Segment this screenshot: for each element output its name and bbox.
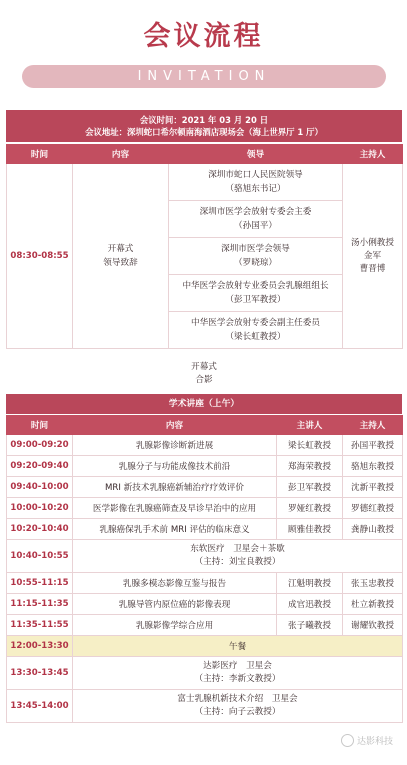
row-content: 乳腺分子与功能成像技术前沿	[73, 456, 277, 477]
row-time: 13:30-13:45	[7, 657, 73, 690]
row-content: 乳腺影像诊断新进展	[73, 435, 277, 456]
lectures-table	[6, 415, 403, 723]
leader-org: 深圳市蛇口人民医院领导	[208, 170, 303, 180]
row-time: 10:55-11:15	[7, 573, 73, 594]
table-row	[7, 498, 403, 519]
watermark-text: 达影科技	[356, 737, 393, 747]
row-time: 10:00-10:20	[7, 498, 73, 519]
section-title: 学术讲座（上午）	[6, 394, 402, 414]
leader-cell	[169, 201, 343, 238]
ceremony-block	[6, 357, 402, 389]
row-host: 杜立新教授	[343, 594, 403, 615]
invitation-banner: INVITATION	[22, 65, 386, 88]
table-row	[7, 164, 403, 201]
row-host: 骆旭东教授	[343, 456, 403, 477]
leader-cell	[169, 164, 343, 201]
row-host: 孙国平教授	[343, 435, 403, 456]
row-speaker: 张子曦教授	[277, 615, 343, 636]
table-row	[7, 690, 403, 723]
table-row	[7, 540, 403, 573]
col-content: 内容	[73, 416, 277, 435]
leader-cell	[169, 238, 343, 275]
leader-org: 深圳市医学会领导	[221, 244, 290, 254]
row-host: 龚静山教授	[343, 519, 403, 540]
table-header	[7, 416, 403, 435]
col-time: 时间	[7, 416, 73, 435]
break-title: 东软医疗 卫星会＋茶歇	[190, 544, 285, 554]
row-content: MRI 新技术乳腺癌新辅治疗疗效评价	[73, 477, 277, 498]
meeting-address: 会议地址：深圳蛇口希尔顿南海酒店现场会（海上世界厅 1 厅）	[85, 127, 323, 137]
leader-org: 中华医学会放射专业委员会乳腺组组长	[182, 281, 329, 291]
leader-cell	[169, 312, 343, 349]
row-content: 乳腺癌保乳手术前 MRI 评估的临床意义	[73, 519, 277, 540]
page-title: 会议流程	[143, 21, 264, 52]
host-name: 汤小俐教授	[351, 237, 394, 248]
satellite-title: 达影医疗 卫星会	[203, 661, 272, 671]
opening-content	[73, 164, 169, 349]
row-time: 13:45-14:00	[7, 690, 73, 723]
row-time: 10:20-10:40	[7, 519, 73, 540]
satellite-host: （主持：向子云教授）	[194, 707, 281, 717]
leader-name: （孙国平）	[234, 221, 277, 231]
row-time: 09:20-09:40	[7, 456, 73, 477]
leader-name: （罗晓琼）	[234, 258, 277, 268]
row-host: 沈新平教授	[343, 477, 403, 498]
satellite-content	[73, 657, 403, 690]
satellite-host: （主持：李新文教授）	[194, 674, 281, 684]
row-speaker: 梁长虹教授	[277, 435, 343, 456]
opening-hosts	[343, 164, 403, 349]
opening-table	[6, 144, 403, 349]
row-host: 张玉忠教授	[343, 573, 403, 594]
lunch-label: 午餐	[73, 636, 403, 657]
row-time: 09:00-09:20	[7, 435, 73, 456]
meeting-info	[6, 110, 402, 142]
row-time: 09:40-10:00	[7, 477, 73, 498]
row-time: 11:15-11:35	[7, 594, 73, 615]
col-host: 主持人	[343, 416, 403, 435]
opening-time: 08:30-08:55	[7, 164, 73, 349]
ceremony-line: 开幕式	[191, 362, 217, 372]
meeting-time: 会议时间：2021 年 03 月 20 日	[139, 115, 269, 125]
row-content: 乳腺影像学综合应用	[73, 615, 277, 636]
row-time: 11:35-11:55	[7, 615, 73, 636]
leader-cell	[169, 275, 343, 312]
leader-name: （彭卫军教授）	[225, 295, 286, 305]
row-host: 谢耀钦教授	[343, 615, 403, 636]
break-content	[73, 540, 403, 573]
leader-name: （梁长虹教授）	[225, 332, 286, 342]
table-header	[7, 145, 403, 164]
table-row	[7, 636, 403, 657]
col-time: 时间	[7, 145, 73, 164]
table-row	[7, 657, 403, 690]
watermark-logo-icon	[341, 734, 354, 747]
col-leaders: 领导	[169, 145, 343, 164]
col-speaker: 主讲人	[277, 416, 343, 435]
col-host: 主持人	[343, 145, 403, 164]
satellite-title: 富士乳腺机新技术介绍 卫星会	[177, 694, 298, 704]
leader-org: 中华医学会放射专委会副主任委员	[191, 318, 320, 328]
opening-content-line: 领导致辞	[103, 258, 138, 268]
watermark	[341, 734, 393, 747]
row-speaker: 彭卫军教授	[277, 477, 343, 498]
table-row	[7, 519, 403, 540]
leader-org: 深圳市医学会放射专委会主委	[199, 207, 312, 217]
row-speaker: 罗娅红教授	[277, 498, 343, 519]
table-row	[7, 573, 403, 594]
leader-name: （骆旭东书记）	[225, 184, 286, 194]
row-time: 10:40-10:55	[7, 540, 73, 573]
col-content: 内容	[73, 145, 169, 164]
row-content: 乳腺导管内原位癌的影像表现	[73, 594, 277, 615]
row-content: 乳腺多模态影像互鉴与报告	[73, 573, 277, 594]
row-speaker: 郑海荣教授	[277, 456, 343, 477]
row-speaker: 成官迅教授	[277, 594, 343, 615]
opening-content-line: 开幕式	[107, 244, 134, 254]
row-time: 12:00-13:30	[7, 636, 73, 657]
host-name: 金军	[363, 250, 382, 261]
row-speaker: 顾雅佳教授	[277, 519, 343, 540]
table-row	[7, 477, 403, 498]
row-speaker: 江魁明教授	[277, 573, 343, 594]
table-row	[7, 594, 403, 615]
table-row	[7, 456, 403, 477]
table-row	[7, 615, 403, 636]
ceremony-line: 合影	[195, 375, 213, 385]
host-name: 曹晋博	[359, 263, 386, 274]
row-content: 医学影像在乳腺癌筛查及早诊早治中的应用	[73, 498, 277, 519]
break-host: （主持：刘宝良教授）	[194, 557, 281, 567]
row-host: 罗德红教授	[343, 498, 403, 519]
satellite-content	[73, 690, 403, 723]
table-row	[7, 435, 403, 456]
